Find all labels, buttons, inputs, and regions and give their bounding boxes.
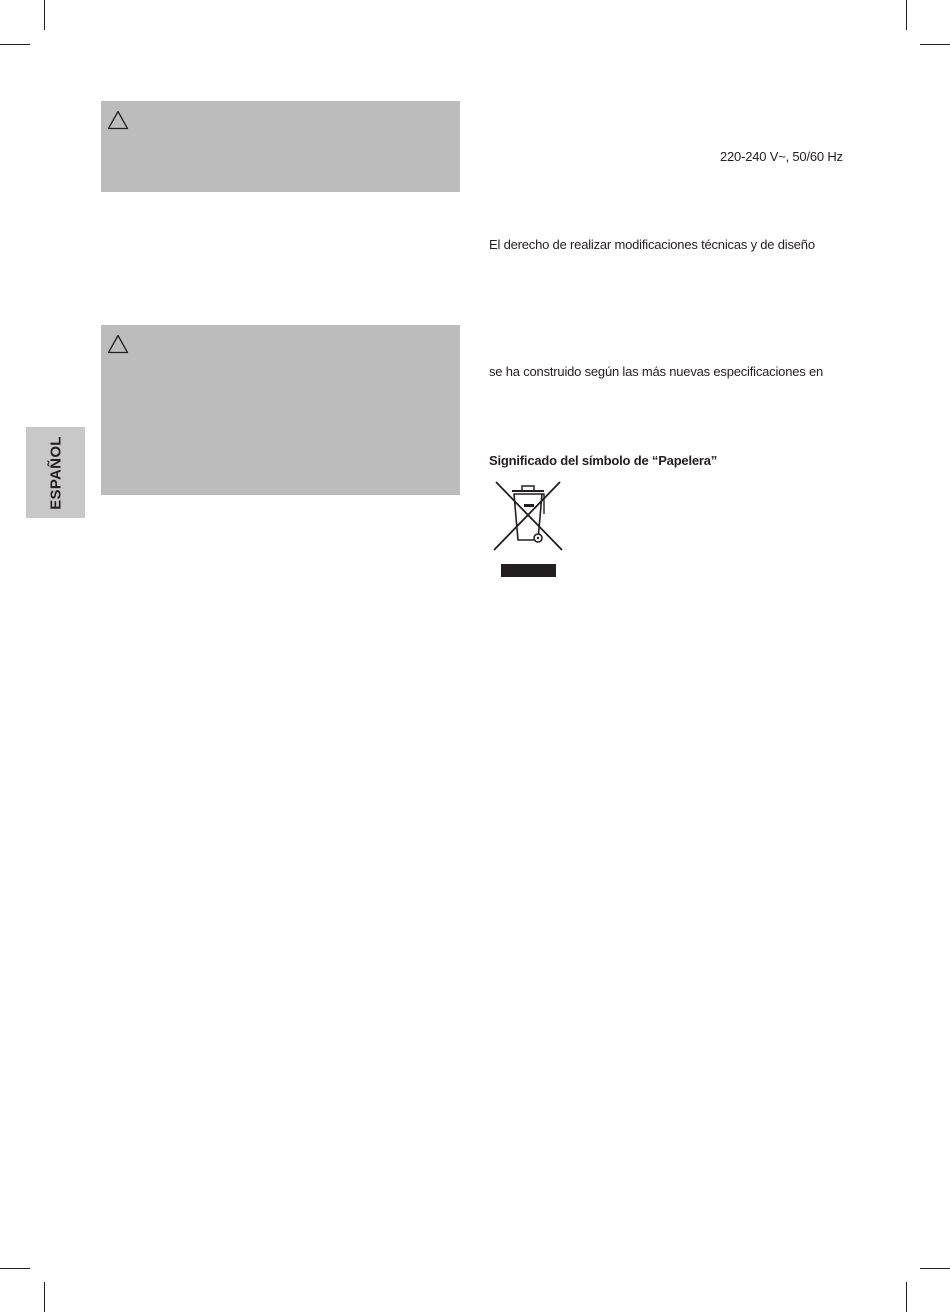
warning-triangle-icon <box>107 110 129 130</box>
crop-mark <box>906 1282 907 1312</box>
language-side-tab <box>26 427 85 518</box>
warning-triangle-icon <box>107 334 129 354</box>
modifications-note: El derecho de realizar modificaciones técnicas y de diseño <box>489 237 815 252</box>
language-label: ESPAÑOL <box>47 435 64 510</box>
voltage-spec: 220-240 V~, 50/60 Hz <box>720 149 843 164</box>
crossed-out-wheelie-bin-icon <box>492 478 564 578</box>
warning-box <box>101 325 460 495</box>
warning-box <box>101 101 460 192</box>
crop-mark <box>906 0 907 30</box>
construction-note: se ha construido según las más nuevas especificaciones en <box>489 364 824 379</box>
crop-mark <box>0 1268 30 1269</box>
crop-mark <box>44 0 45 30</box>
crop-mark <box>44 1282 45 1312</box>
crop-mark <box>920 1268 950 1269</box>
crop-mark <box>0 44 30 45</box>
crop-mark <box>920 44 950 45</box>
disposal-heading: Significado del símbolo de “Papelera” <box>489 453 718 468</box>
